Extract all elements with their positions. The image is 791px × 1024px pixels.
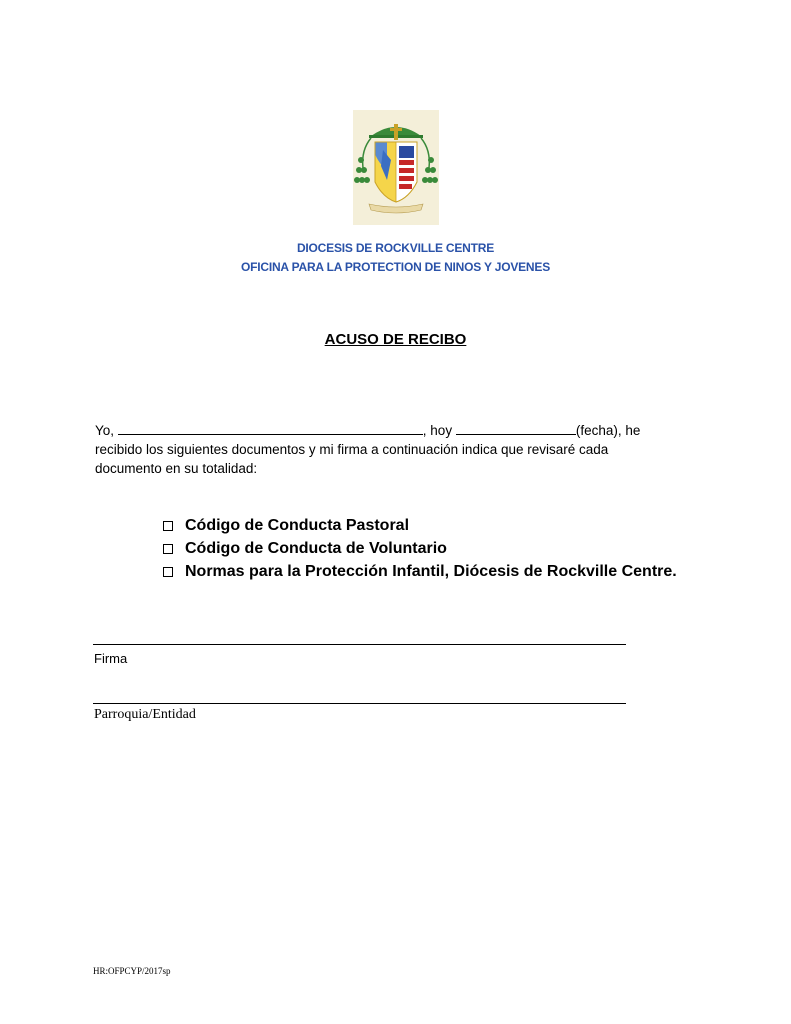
ack-suffix: (fecha), he recibido los siguientes documentos y mi firma a continuación indica que revisaré cada documento en su totalidad: <box>95 423 641 476</box>
page-title: ACUSO DE RECIBO <box>324 331 467 348</box>
ack-middle: , hoy <box>422 423 453 438</box>
checkbox-pastoral-code[interactable] <box>163 521 173 531</box>
list-item <box>163 514 677 537</box>
list-item <box>163 560 677 583</box>
signature-line[interactable] <box>93 644 626 645</box>
document-checklist <box>163 514 677 583</box>
document-label: Normas para la Protección Infantil, Diócesis de Rockville Centre. <box>185 563 677 580</box>
diocese-coat-of-arms-logo <box>353 110 439 225</box>
document-label: Código de Conducta Pastoral <box>185 517 410 534</box>
checkbox-child-protection-norms[interactable] <box>163 567 173 577</box>
name-blank-field[interactable] <box>118 422 423 435</box>
acknowledgment-paragraph <box>95 421 675 478</box>
checkbox-volunteer-code[interactable] <box>163 544 173 554</box>
signature-label: Firma <box>94 651 128 666</box>
document-label: Código de Conducta de Voluntario <box>185 540 447 557</box>
office-name-heading: OFICINA PARA LA PROTECTION DE NINOS Y JOVENES <box>240 260 551 274</box>
parish-entity-label: Parroquia/Entidad <box>94 707 196 722</box>
list-item <box>163 537 677 560</box>
parish-entity-line[interactable] <box>93 703 626 704</box>
ack-prefix: Yo, <box>95 423 115 438</box>
document-code: HR:OFPCYP/2017sp <box>93 966 171 976</box>
date-blank-field[interactable] <box>456 422 576 435</box>
diocese-name-heading: DIOCESIS DE ROCKVILLE CENTRE <box>296 241 495 255</box>
